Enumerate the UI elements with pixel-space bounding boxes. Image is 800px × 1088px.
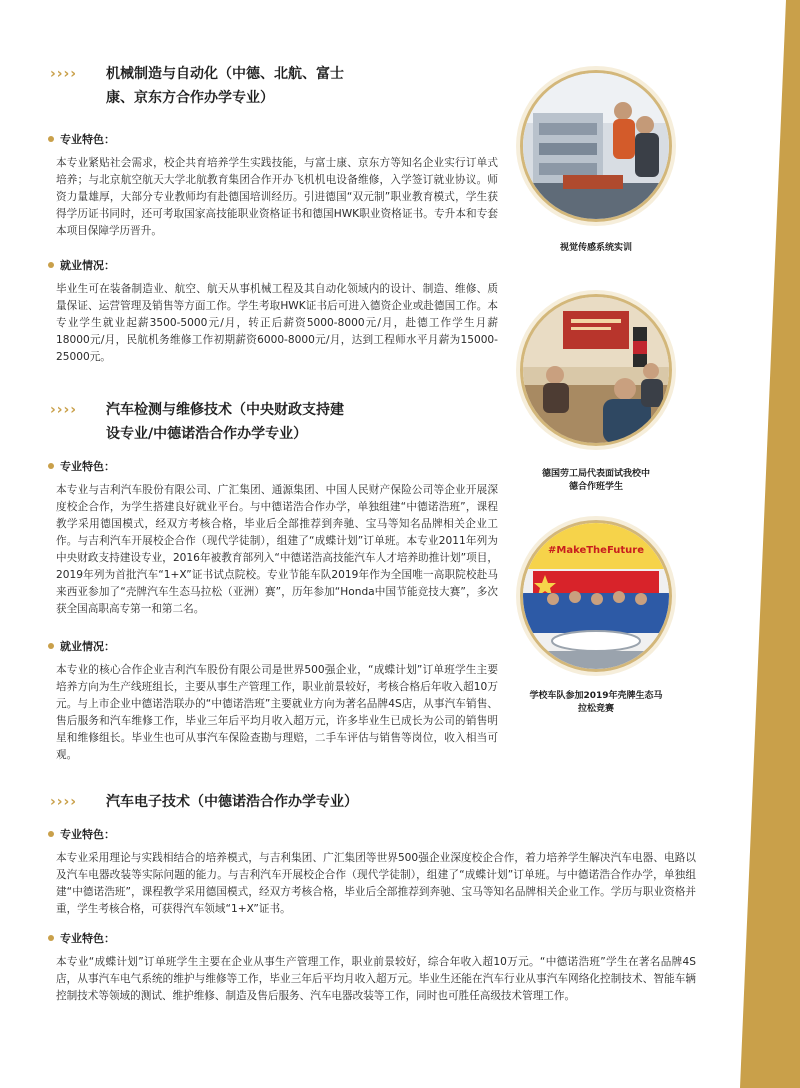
paragraph-features: 本专业与吉利汽车股份有限公司、广汇集团、通源集团、中国人民财产保险公司等企业开展深度校企合作，为学生搭建良好就业平台。与中德诺浩合作办学，单独组建“中德诺浩班”，课程教学采用德国模式，经双方考核合格，毕业后全部推荐到奔驰、宝马等知名品牌相关企业工作。与吉利汽车开展校企合作（现代学徒制），组建了“成蝶计划”订单班。本专业2011年列为中央财政支持建设专业，2016年被教育部列入“中德诺浩高技能汽车人才培养助推计划”项目，2019年列为首批汽车“1+X”证书试点院校。专业节能车队2019年作为全国唯一高职院校赴马来西亚参加了“壳牌汽车生态马拉松（亚洲）赛”，历年参加“Honda中国节能竞技大赛”，多次获全国高职高专第一和第二名。 xyxy=(56,484,498,615)
paragraph-employment: 毕业生可在装备制造业、航空、航天从事机械工程及其自动化领域内的设计、制造、维修、质量保证、运营管理及销售等方面工作。学生考取HWK证书后可进入德资企业或赴德国工作。本专业学生就业起薪3500-5000元/月，转正后薪资5000-8000元/月，赴德工作学生月薪18000元/月，民航机务维修工作初期薪资6000-8000元/月，达到工程师水平月薪为15000-25000元。 xyxy=(56,283,498,363)
photo-caption: 学校车队参加2019年壳牌生态马 拉松竞赛 xyxy=(529,691,663,714)
subheading-employment: 就业情况： xyxy=(48,638,115,654)
subheading-features-2: 专业特色： xyxy=(48,930,115,946)
paragraph-features: 本专业紧贴社会需求，校企共育培养学生实践技能，与富士康、京东方等知名企业实行订单式培养；与北京航空航天大学北航教育集团合作开办飞机机电设备维修，入学签订就业协议。师资力量雄厚，大部分专业教师均有赴德国培训经历。引进德国“双元制”职业教育模式，学生获得学历证书同时，还可考取国家高技能职业资格证书和德国HWK职业资格证书。专升本和专套本项目保障学历晋升。 xyxy=(56,157,498,237)
paragraph-features: 本专业采用理论与实践相结合的培养模式，与吉利集团、广汇集团等世界500强企业深度校企合作，着力培养学生解决汽车电器、电路以及汽车电器改装等实际问题的能力。与吉利汽车开展校企合作（现代学徒制），组建了“成蝶计划”订单班。与中德诺浩合作办学，单独组建“中德诺浩班”，课程教学采用德国模式，经双方考核合格，毕业后全部推荐到奔驰、宝马等知名品牌相关企业工作。学历与职业资格并重，学生考核合格，可获得汽车领域“1+X”证书。 xyxy=(56,852,696,915)
lab-photo xyxy=(520,70,672,222)
meeting-photo xyxy=(520,294,672,446)
bullet-dot-icon xyxy=(48,463,54,469)
bullet-dot-icon xyxy=(48,935,54,941)
chevron-icon: ›››› xyxy=(50,66,78,82)
bullet-dot-icon xyxy=(48,831,54,837)
subheading-features: 专业特色： xyxy=(48,826,115,842)
team-photo xyxy=(520,520,672,672)
bullet-dot-icon xyxy=(48,136,54,142)
paragraph-employment: 本专业的核心合作企业吉利汽车股份有限公司是世界500强企业，“成蝶计划”订单班学生主要培养方向为生产线班组长，主要从事生产管理工作，职业前景较好，考核合格后年收入超10万元。与上市企业中德诺浩联办的“中德诺浩班”主要就业方向为著名品牌4S店，从事汽车销售、售后服务和汽车维修工作，毕业三年后平均月收入超万元，许多毕业生已成长为公司的销售明星和维修组长。毕业生也可从事汽车保险查勘与理赔，二手车评估与销售等岗位，收入相当可观。 xyxy=(56,664,498,761)
subheading-employment: 就业情况： xyxy=(48,257,115,273)
bullet-dot-icon xyxy=(48,262,54,268)
section-title-auto-electronics: ›››› 汽车电子技术（中德诺浩合作办学专业） xyxy=(50,790,510,814)
meeting-illustration xyxy=(523,297,669,443)
subheading-features: 专业特色： xyxy=(48,458,115,474)
photo-caption: 德国劳工局代表面试我校中 德合作班学生 xyxy=(541,469,650,492)
gold-side-band xyxy=(740,0,800,1088)
bullet-dot-icon xyxy=(48,643,54,649)
banner-text: #MakeTheFuture xyxy=(547,545,645,556)
section-title-auto-repair: ›››› 汽车检测与维修技术（中央财政支持建 设专业/中德诺浩合作办学专业） xyxy=(50,398,470,446)
chevron-icon: ›››› xyxy=(50,402,78,418)
paragraph-employment: 本专业“成蝶计划”订单班学生主要在企业从事生产管理工作，职业前景较好，综合年收入超10万元。“中德诺浩班”学生在著名品牌4S店，从事汽车电气系统的维护与维修等工作，毕业三年后平均月收入超万元。毕业生还能在汽车行业从事汽车网络化控制技术、智能车辆控制技术等领域的测试、维护维修、制造及售后服务、汽车电器改装等工作，同时也可胜任高级技术管理工作。 xyxy=(56,956,696,1002)
subheading-features: 专业特色： xyxy=(48,131,115,147)
team-illustration xyxy=(523,523,669,669)
section-title-mechanical: ›››› 机械制造与自动化（中德、北航、富士 康、京东方合作办学专业） xyxy=(50,62,470,110)
chevron-icon: ›››› xyxy=(50,794,78,810)
photo-caption: 视觉传感系统实训 xyxy=(559,243,632,253)
lab-illustration xyxy=(523,73,669,219)
